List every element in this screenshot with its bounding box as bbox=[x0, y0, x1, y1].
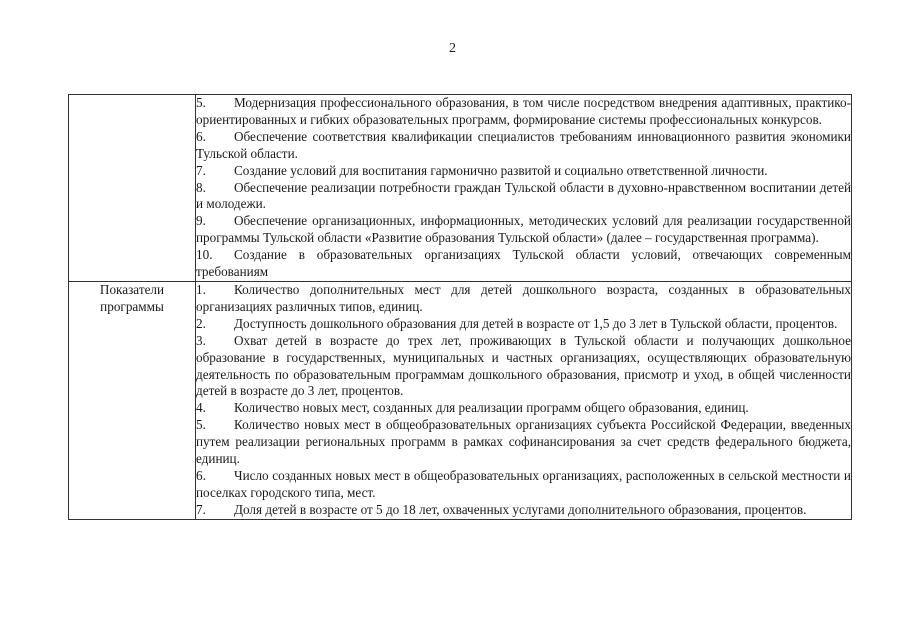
list-item bbox=[196, 180, 851, 214]
list-item bbox=[196, 282, 851, 316]
list-item bbox=[196, 247, 851, 281]
list-item bbox=[196, 333, 851, 401]
list-item bbox=[196, 95, 851, 129]
list-item bbox=[196, 213, 851, 247]
item-text: Обеспечение соответствия квалификации специалистов требованиям инновационного развития экономики Тульской области. bbox=[196, 128, 851, 161]
item-number: 5. bbox=[196, 417, 206, 433]
page-number: 2 bbox=[449, 41, 456, 56]
item-number: 6. bbox=[196, 128, 206, 144]
item-number: 1. bbox=[196, 281, 206, 297]
program-passport-table bbox=[68, 94, 852, 520]
list-item bbox=[196, 417, 851, 468]
row-label-cell: Показатели программы bbox=[69, 281, 196, 519]
item-number: 5. bbox=[196, 95, 206, 110]
list-item bbox=[196, 468, 851, 502]
list-item bbox=[196, 400, 851, 417]
item-text: Создание в образовательных организациях Тульской области условий, отвечающих современным требованиям bbox=[196, 247, 851, 280]
item-text: Доступность дошкольного образования для детей в возрасте от 1,5 до 3 лет в Тульской области, процентов. bbox=[234, 315, 838, 331]
table-row-goals-continued bbox=[69, 95, 852, 282]
item-text: Число созданных новых мест в общеобразовательных организациях, расположенных в сельской местности и поселках городского типа, мест. bbox=[196, 467, 851, 500]
item-text: Количество новых мест, созданных для реализации программ общего образования, единиц. bbox=[234, 400, 749, 416]
item-text: Модернизация профессионального образования, в том числе посредством внедрения адаптивных, практико-ориентированных и гибких образовательных программ, формирование системы профессиональных конкурсов. bbox=[196, 95, 851, 127]
item-text: Количество дополнительных мест для детей дошкольного возраста, созданных в образовательных организациях различных типов, единиц. bbox=[196, 281, 851, 314]
item-text: Обеспечение реализации потребности граждан Тульской области в духовно-нравственном воспитании детей и молодежи. bbox=[196, 179, 851, 212]
item-text: Охват детей в возрасте до трех лет, проживающих в Тульской области и получающих дошкольное образование в государственных, муниципальных и частных организациях, осуществляющих образовательную деятельность по образовательным программам дошкольного образования, присмотр и уход, в общей численности детей в возрасте до 3 лет, процентов. bbox=[196, 332, 851, 399]
list-item bbox=[196, 129, 851, 163]
list-item bbox=[196, 502, 851, 519]
item-number: 10. bbox=[196, 247, 213, 263]
item-number: 6. bbox=[196, 467, 206, 483]
item-number: 9. bbox=[196, 213, 206, 229]
table-row-indicators bbox=[69, 281, 852, 519]
row-label-cell bbox=[69, 95, 196, 282]
row-content-cell bbox=[196, 281, 852, 519]
item-text: Обеспечение организационных, информационных, методических условий для реализации государственной программы Тульской области «Развитие образования Тульской области» (далее – государственная программа). bbox=[196, 213, 851, 246]
item-number: 2. bbox=[196, 315, 206, 331]
item-number: 4. bbox=[196, 400, 206, 416]
item-text: Доля детей в возрасте от 5 до 18 лет, охваченных услугами дополнительного образования, процентов. bbox=[234, 501, 807, 517]
item-number: 3. bbox=[196, 332, 206, 348]
item-number: 7. bbox=[196, 162, 206, 178]
list-item bbox=[196, 163, 851, 180]
item-number: 7. bbox=[196, 501, 206, 517]
item-text: Количество новых мест в общеобразовательных организациях субъекта Российской Федерации, введенных путем реализации региональных программ в рамках софинансирования за счет средств федерального бюджета, единиц. bbox=[196, 417, 851, 467]
item-text: Создание условий для воспитания гармонично развитой и социально ответственной личности. bbox=[234, 162, 768, 178]
item-number: 8. bbox=[196, 179, 206, 195]
row-content-cell bbox=[196, 95, 852, 282]
list-item bbox=[196, 316, 851, 333]
